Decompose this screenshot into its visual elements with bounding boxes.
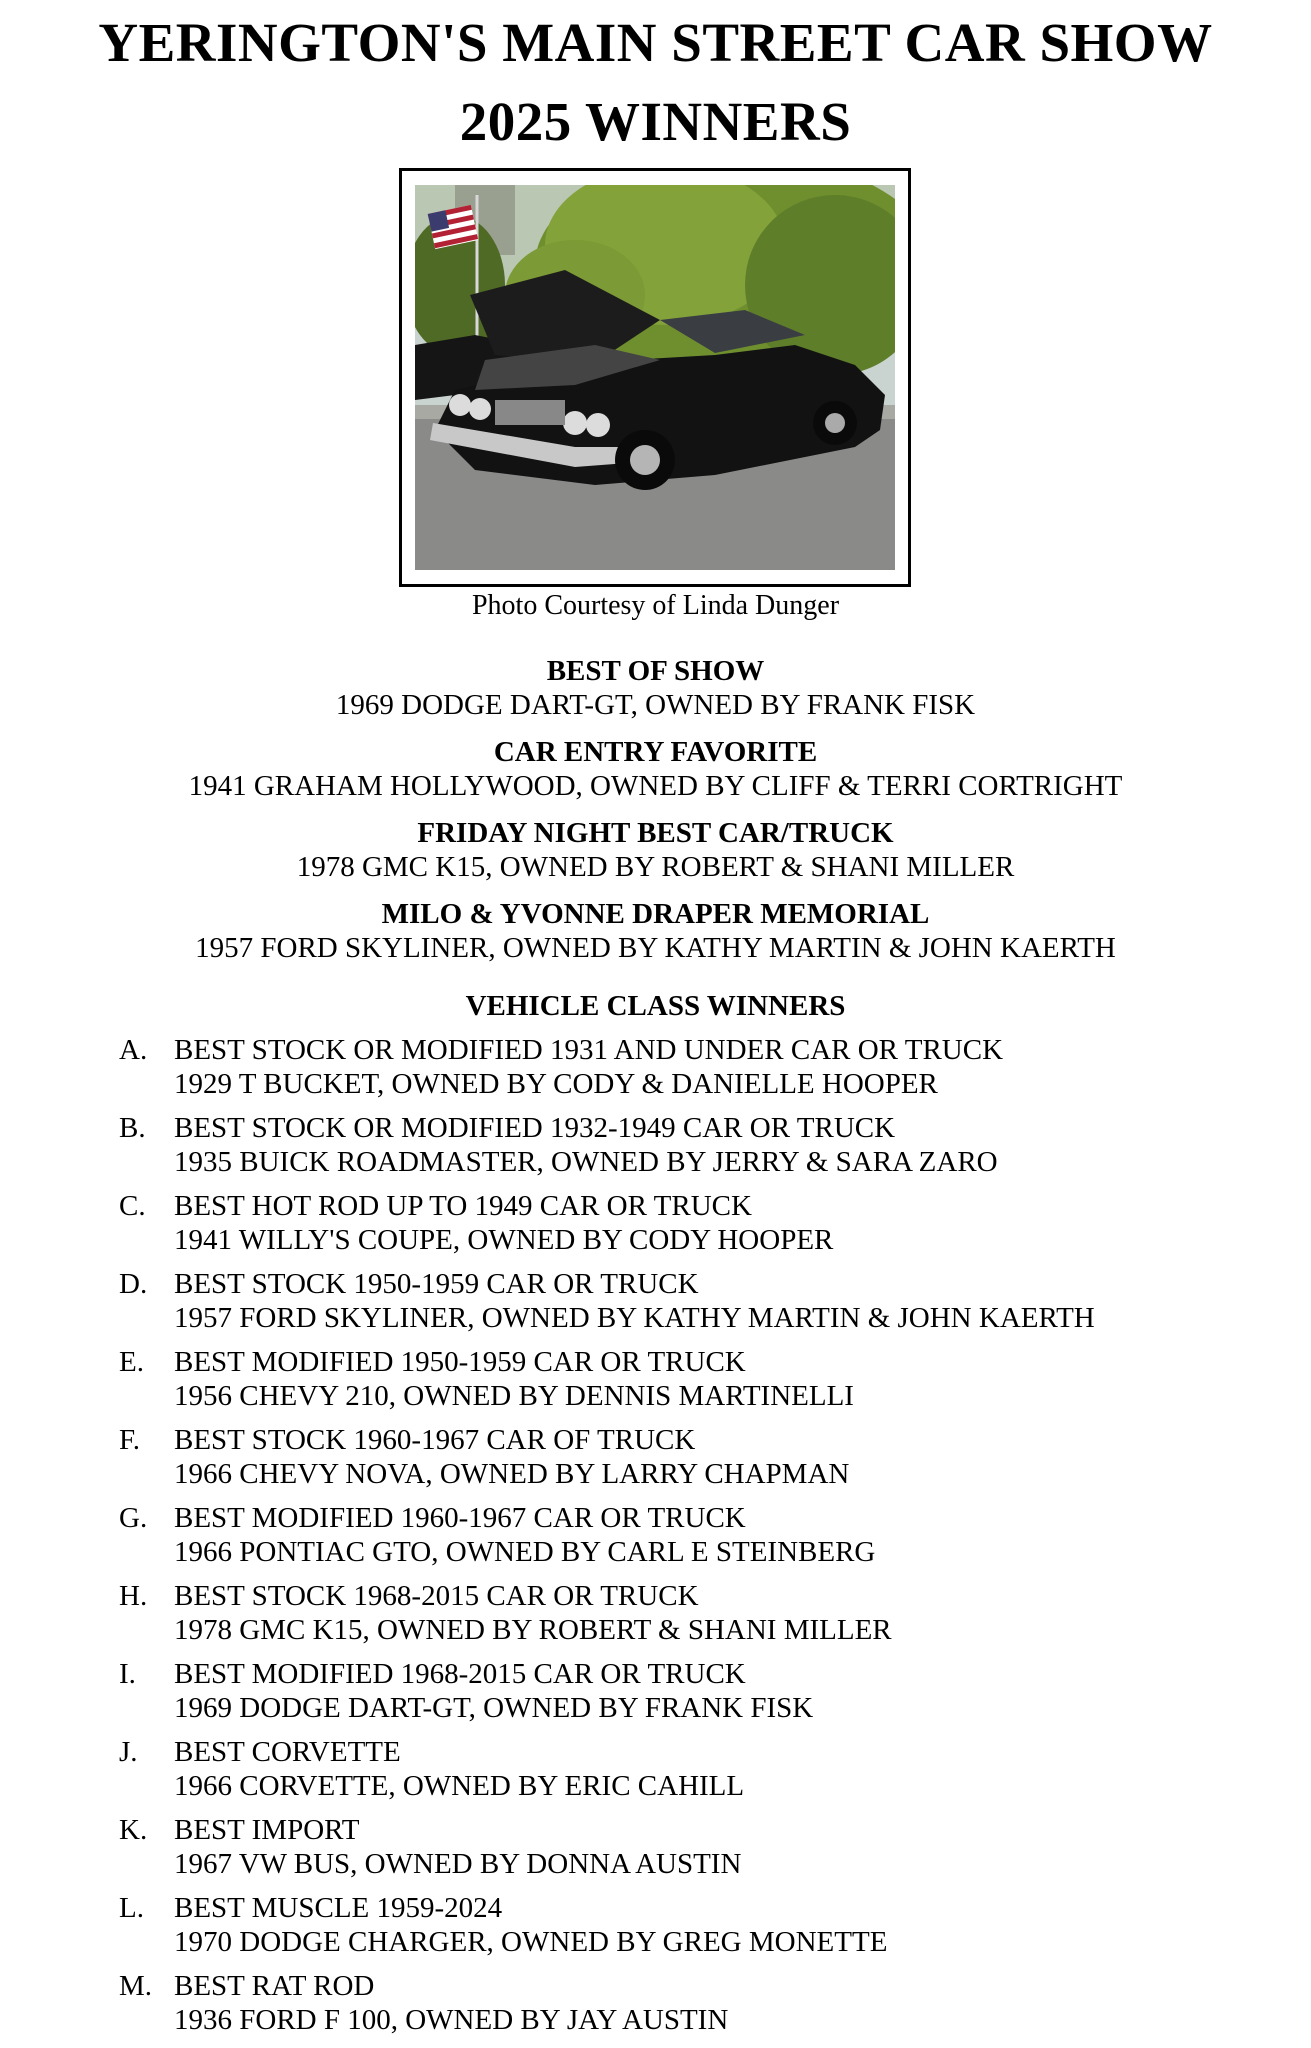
document-subtitle: 2025 WINNERS [459, 91, 852, 152]
item-winner: 1966 CORVETTE, OWNED BY ERIC CAHILL [174, 1770, 745, 1802]
car-photo-frame [399, 168, 911, 587]
item-letter: B. [119, 1112, 146, 1144]
item-category: BEST IMPORT [174, 1814, 360, 1846]
item-category: BEST STOCK OR MODIFIED 1932-1949 CAR OR TRUCK [174, 1112, 896, 1144]
award-title: FRIDAY NIGHT BEST CAR/TRUCK [417, 817, 894, 849]
list-item [119, 1267, 1269, 1345]
item-letter: M. [119, 1970, 153, 2002]
item-category: BEST STOCK 1968-2015 CAR OR TRUCK [174, 1580, 699, 1612]
award-winner: 1957 FORD SKYLINER, OWNED BY KATHY MARTIN & JOHN KAERTH [195, 932, 1116, 964]
vehicle-class-heading: VEHICLE CLASS WINNERS [465, 990, 846, 1022]
award-winner: 1941 GRAHAM HOLLYWOOD, OWNED BY CLIFF & TERRI CORTRIGHT [188, 770, 1123, 802]
award-title: MILO & YVONNE DRAPER MEMORIAL [381, 898, 930, 930]
list-item [119, 1345, 1269, 1423]
photo-caption: Photo Courtesy of Linda Dunger [471, 590, 840, 621]
item-letter: H. [119, 1580, 148, 1612]
list-item [119, 1891, 1269, 1969]
item-letter: A. [119, 1034, 148, 1066]
item-winner: 1978 GMC K15, OWNED BY ROBERT & SHANI MILLER [174, 1614, 892, 1646]
award-title: CAR ENTRY FAVORITE [493, 736, 818, 768]
list-item [119, 1657, 1269, 1735]
item-category: BEST MODIFIED 1960-1967 CAR OR TRUCK [174, 1502, 746, 1534]
item-winner: 1929 T BUCKET, OWNED BY CODY & DANIELLE HOOPER [174, 1068, 938, 1100]
item-category: BEST STOCK OR MODIFIED 1931 AND UNDER CAR OR TRUCK [174, 1034, 1004, 1066]
award-friday-night-best [0, 816, 1311, 884]
item-category: BEST STOCK 1950-1959 CAR OR TRUCK [174, 1268, 699, 1300]
item-winner: 1970 DODGE CHARGER, OWNED BY GREG MONETTE [174, 1926, 888, 1958]
item-winner: 1967 VW BUS, OWNED BY DONNA AUSTIN [174, 1848, 742, 1880]
award-best-of-show [0, 654, 1311, 722]
item-category: BEST MUSCLE 1959-2024 [174, 1892, 503, 1924]
item-category: BEST MODIFIED 1968-2015 CAR OR TRUCK [174, 1658, 746, 1690]
award-winner: 1978 GMC K15, OWNED BY ROBERT & SHANI MILLER [296, 851, 1015, 883]
item-letter: J. [119, 1736, 138, 1768]
item-category: BEST CORVETTE [174, 1736, 401, 1768]
item-letter: I. [119, 1658, 136, 1690]
item-letter: G. [119, 1502, 148, 1534]
list-item [119, 1579, 1269, 1657]
list-item [119, 1813, 1269, 1891]
list-item [119, 1111, 1269, 1189]
item-winner: 1957 FORD SKYLINER, OWNED BY KATHY MARTIN & JOHN KAERTH [174, 1302, 1095, 1334]
item-category: BEST STOCK 1960-1967 CAR OF TRUCK [174, 1424, 696, 1456]
document-title: YERINGTON'S MAIN STREET CAR SHOW [98, 12, 1213, 73]
item-winner: 1966 CHEVY NOVA, OWNED BY LARRY CHAPMAN [174, 1458, 850, 1490]
item-winner: 1935 BUICK ROADMASTER, OWNED BY JERRY & SARA ZARO [174, 1146, 998, 1178]
list-item [119, 1735, 1269, 1813]
award-draper-memorial [0, 897, 1311, 965]
item-letter: K. [119, 1814, 148, 1846]
award-winner: 1969 DODGE DART-GT, OWNED BY FRANK FISK [335, 689, 976, 721]
item-category: BEST MODIFIED 1950-1959 CAR OR TRUCK [174, 1346, 746, 1378]
item-letter: F. [119, 1424, 141, 1456]
award-car-entry-favorite [0, 735, 1311, 803]
item-letter: E. [119, 1346, 144, 1378]
item-letter: C. [119, 1190, 146, 1222]
award-title: BEST OF SHOW [546, 655, 765, 687]
list-item [119, 1501, 1269, 1579]
car-photo [415, 185, 895, 570]
list-item [119, 1033, 1269, 1111]
list-item [119, 1969, 1269, 2047]
item-winner: 1956 CHEVY 210, OWNED BY DENNIS MARTINELLI [174, 1380, 854, 1412]
item-winner: 1941 WILLY'S COUPE, OWNED BY CODY HOOPER [174, 1224, 834, 1256]
list-item [119, 1423, 1269, 1501]
item-winner: 1936 FORD F 100, OWNED BY JAY AUSTIN [174, 2004, 729, 2036]
item-letter: L. [119, 1892, 144, 1924]
item-winner: 1966 PONTIAC GTO, OWNED BY CARL E STEINBERG [174, 1536, 876, 1568]
item-category: BEST RAT ROD [174, 1970, 375, 2002]
item-letter: D. [119, 1268, 148, 1300]
list-item [119, 1189, 1269, 1267]
item-category: BEST HOT ROD UP TO 1949 CAR OR TRUCK [174, 1190, 752, 1222]
vehicle-class-list [119, 1033, 1269, 2047]
item-winner: 1969 DODGE DART-GT, OWNED BY FRANK FISK [174, 1692, 814, 1724]
